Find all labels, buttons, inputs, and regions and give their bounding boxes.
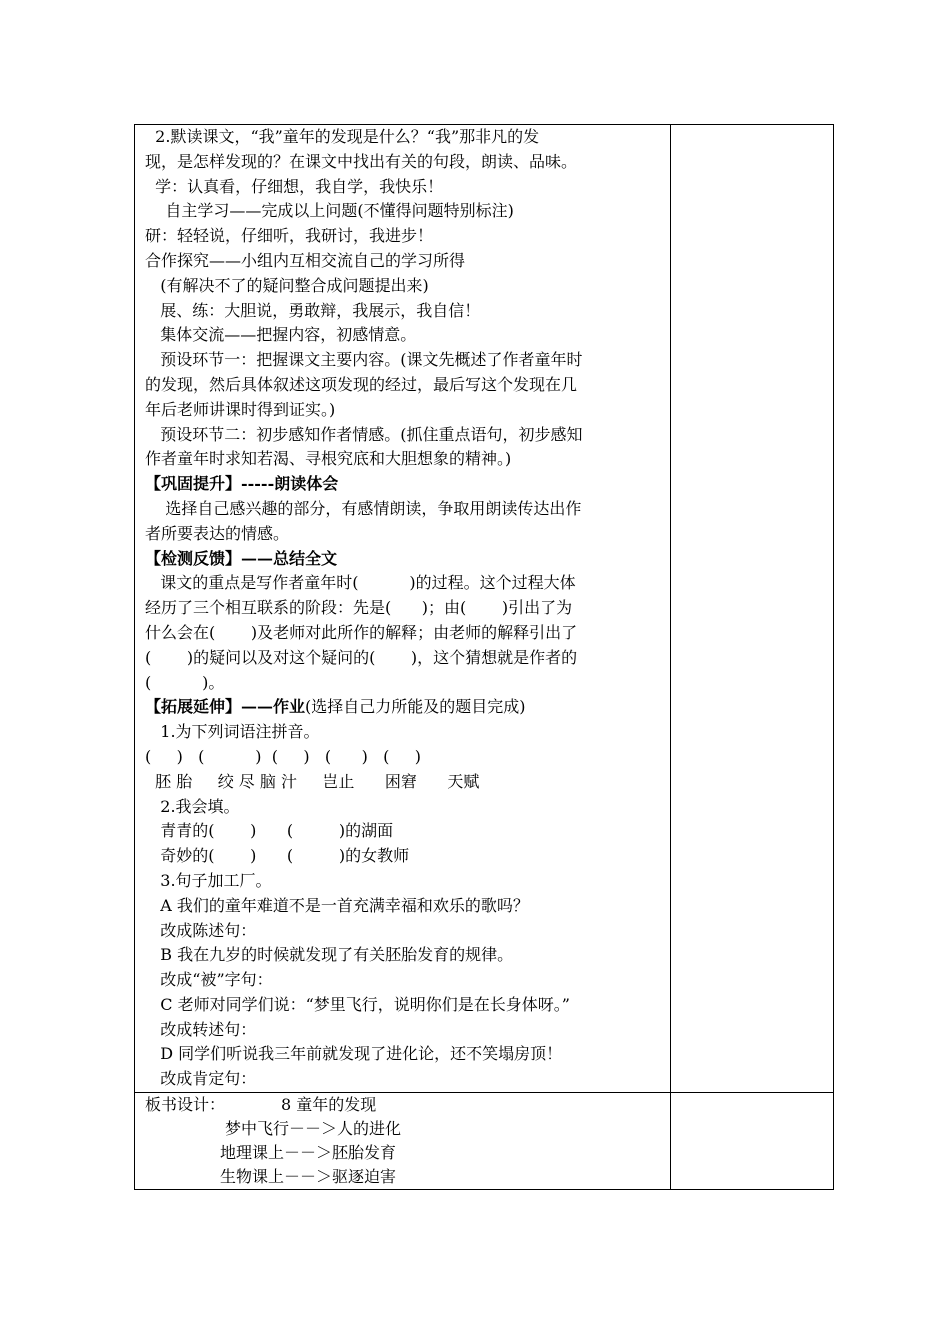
extend-line: D 同学们听说我三年前就发现了进化论，还不笑塌房顶！ [145, 1044, 563, 1064]
lesson-line: 展、练：大胆说，勇敢辩，我展示，我自信！ [145, 300, 481, 320]
extend-line: C 老师对同学们说：“梦里飞行，说明你们是在长身体呀。” [145, 994, 570, 1014]
lesson-row [135, 125, 834, 1093]
extend-heading-line [145, 695, 664, 720]
extend-line: B 我在九岁的时候就发现了有关胚胎发育的规律。 [145, 945, 514, 965]
consolidate-line: 选择自己感兴趣的部分，有感情朗读，争取用朗读传达出作 [145, 498, 582, 518]
extend-note: (选择自己力所能及的题目完成) [305, 697, 526, 717]
board-label: 板书设计： [145, 1095, 226, 1115]
lesson-line: 现，是怎样发现的？在课文中找出有关的句段，朗读、品味。 [145, 151, 578, 171]
feedback-line: ( )的疑问以及对这个疑问的( )，这个猜想就是作者的 [145, 647, 578, 667]
lesson-notes-cell [671, 125, 834, 1093]
extend-line: 改成转述句： [145, 1019, 257, 1039]
lesson-line: 预设环节二：初步感知作者情感。(抓住重点语句，初步感知 [145, 424, 583, 444]
lesson-line: 自主学习——完成以上问题(不懂得问题特别标注) [145, 201, 514, 221]
consolidate-heading: 【巩固提升】-----朗读体会 [145, 474, 339, 494]
extend-line: 奇妙的( ) ( )的女教师 [145, 846, 410, 866]
consolidate-line: 者所要表达的情感。 [145, 523, 290, 543]
board-design [135, 1093, 670, 1189]
extend-line: A 我们的童年难道不是一首充满幸福和欢乐的歌吗？ [145, 895, 529, 915]
lesson-line: 作者童年时求知若渴、寻根究底和大胆想象的精神。) [145, 449, 512, 469]
extend-line: 青青的( ) ( )的湖面 [145, 821, 394, 841]
feedback-line: ( )。 [145, 672, 225, 692]
extend-line: 改成肯定句： [145, 1069, 257, 1089]
board-line: 地理课上－－＞胚胎发育 [220, 1143, 397, 1163]
extend-line: 1.为下列词语注拼音。 [145, 722, 320, 742]
lesson-line: 的发现，然后具体叙述这项发现的经过，最后写这个发现在几 [145, 374, 578, 394]
feedback-heading: 【检测反馈】——总结全文 [145, 548, 338, 568]
extend-heading: 【拓展延伸】——作业 [145, 697, 306, 717]
lesson-line: 合作探究——小组内互相交流自己的学习所得 [145, 250, 466, 270]
board-line: 梦中飞行－－＞人的进化 [225, 1119, 402, 1139]
board-design-cell [135, 1093, 671, 1190]
lesson-line: 年后老师讲课时得到证实。) [145, 399, 336, 419]
feedback-line: 什么会在( )及老师对此所作的解释；由老师的解释引出了 [145, 622, 578, 642]
lesson-content-cell [135, 125, 671, 1093]
extend-line: 改成“被”字句： [145, 970, 273, 990]
board-title: 8 童年的发现 [281, 1095, 377, 1115]
feedback-line: 课文的重点是写作者童年时( )的过程。这个过程大体 [145, 573, 576, 593]
board-row [135, 1093, 834, 1190]
lesson-line: 预设环节一：把握课文主要内容。(课文先概述了作者童年时 [145, 350, 583, 370]
lesson-line: 学：认真看，仔细想，我自学，我快乐！ [145, 176, 444, 196]
extend-line: 3.句子加工厂。 [145, 870, 272, 890]
board-notes-cell [671, 1093, 834, 1190]
lesson-line: 研：轻轻说，仔细听，我研讨，我进步！ [145, 226, 434, 246]
extend-line: 改成陈述句： [145, 920, 257, 940]
extend-line: 2.我会填。 [145, 796, 240, 816]
lesson-line: 集体交流——把握内容，初感情意。 [145, 325, 417, 345]
feedback-line: 经历了三个相互联系的阶段：先是( )；由( )引出了为 [145, 598, 573, 618]
lesson-line: 2.默读课文，“我”童年的发现是什么？“我”那非凡的发 [145, 127, 540, 146]
extend-line: ( ) ( ) ( ) ( ) ( ) [145, 746, 422, 766]
lesson-plan-table [134, 124, 834, 1190]
lesson-line: (有解决不了的疑问整合成问题提出来) [145, 275, 429, 295]
extend-line: 胚 胎 绞 尽 脑 汁 岂止 困窘 天赋 [145, 771, 480, 791]
board-line: 生物课上－－＞驱逐迫害 [220, 1167, 397, 1187]
board-header [145, 1093, 664, 1117]
lesson-content [135, 125, 670, 1092]
